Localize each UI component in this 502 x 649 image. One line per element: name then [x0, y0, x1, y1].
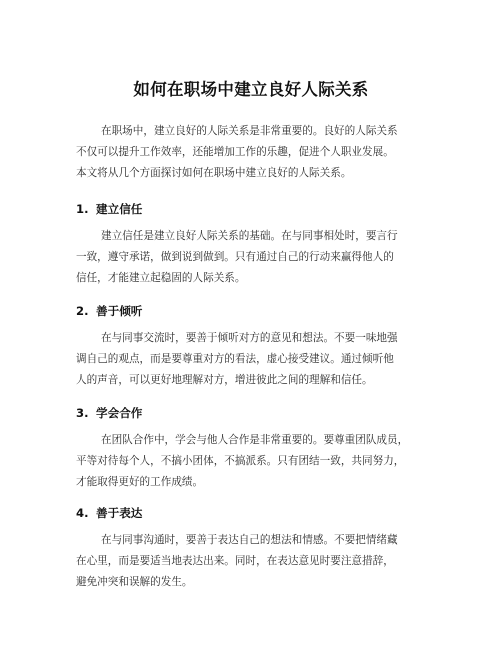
intro-line: 不仅可以提升工作效率，还能增加工作的乐趣，促进个人职业发展。: [76, 146, 394, 158]
section-heading-expression: [76, 506, 142, 521]
section-line: 信任，才能建立起稳固的人际关系。: [76, 272, 246, 284]
section-line: 人的声音，可以更好地理解对方，增进彼此之间的理解和信任。: [76, 374, 373, 386]
section-title: 善于表达: [96, 506, 143, 520]
section-line: 在心里，而是要适当地表达出来。同时，在表达意见时要注意措辞，: [76, 555, 394, 567]
section-line: 调自己的观点，而是要尊重对方的看法，虚心接受建议。通过倾听他: [76, 353, 394, 365]
section-line: 平等对待每个人，不搞小团体，不搞派系。只有团结一致，共同努力，: [76, 455, 405, 467]
section-line: 在团队合作中，学会与他人合作是非常重要的。要尊重团队成员，: [101, 434, 409, 446]
section-heading-cooperation: [76, 406, 142, 421]
section-line: 建立信任是建立良好人际关系的基础。在与同事相处时，要言行: [101, 230, 398, 242]
section-number: 2.: [76, 304, 89, 318]
section-line: 避免冲突和误解的发生。: [76, 576, 193, 588]
intro-line: 在职场中，建立良好的人际关系是非常重要的。良好的人际关系: [101, 125, 398, 137]
section-number: 4.: [76, 506, 89, 520]
intro-line: 本文将从几个方面探讨如何在职场中建立良好的人际关系。: [76, 167, 352, 179]
section-number: 1.: [76, 202, 89, 216]
section-title: 建立信任: [96, 202, 143, 216]
section-number: 3.: [76, 406, 89, 420]
section-line: 在与同事交流时，要善于倾听对方的意见和想法。不要一味地强: [101, 332, 398, 344]
section-line: 一致，遵守承诺，做到说到做到。只有通过自己的行动来赢得他人的: [76, 251, 394, 263]
document-title: 如何在职场中建立良好人际关系: [133, 80, 369, 99]
section-line: 在与同事沟通时，要善于表达自己的想法和情感。不要把情绪藏: [101, 534, 398, 546]
section-line: 才能取得更好的工作成绩。: [76, 476, 204, 488]
section-heading-listening: [76, 304, 142, 319]
section-heading-trust: [76, 202, 142, 217]
section-title: 学会合作: [96, 406, 143, 420]
section-title: 善于倾听: [96, 304, 143, 318]
